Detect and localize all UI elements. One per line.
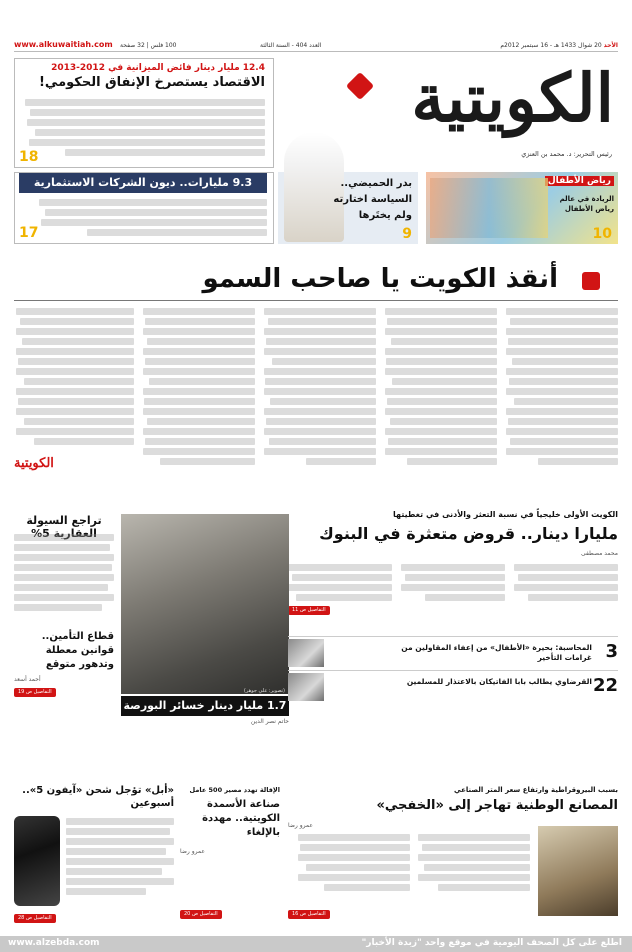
politics-title-3: ولم يختَرها	[358, 210, 412, 221]
insurance-headline: قطاع التأمين.. قوانين معطلة وتدهور متوقع	[41, 631, 114, 670]
petro-link[interactable]: التفاصيل ص 16	[288, 910, 330, 919]
surplus-sup: 12.4 مليار دينار فائض الميزانية في 2012-2013	[51, 63, 265, 73]
kids-box[interactable]	[426, 172, 618, 244]
politics-page-num: 9	[402, 226, 412, 242]
masthead-editor: رئيس التحرير: د. محمد بن العنزي	[521, 150, 612, 158]
prices: 100 فلس | 32 صفحة	[120, 42, 177, 49]
teaser-2-photo	[288, 673, 324, 701]
debts-title: 9.3 مليارات.. ديون الشركات الاستثمارية	[19, 173, 267, 193]
editorial-signature: الكويتية	[14, 456, 54, 471]
stock-photo	[121, 514, 289, 694]
apple-story[interactable]	[14, 784, 174, 934]
apple-body	[66, 816, 174, 916]
surplus-body	[21, 97, 265, 167]
loans-link[interactable]: التفاصيل ص 11	[288, 606, 330, 615]
politics-title-2: السياسة اختارته	[333, 194, 412, 205]
surplus-page-num: 18	[19, 149, 39, 165]
page-count: 32 صفحة	[120, 42, 145, 49]
masthead	[344, 58, 614, 168]
main-headline: أنقذ الكويت يا صاحب السمو	[202, 264, 558, 294]
teaser-2-num: 22	[592, 675, 618, 696]
insurance-story[interactable]	[14, 630, 114, 750]
date-greg: - 16 سبتمبر 2012م	[500, 42, 553, 49]
price-fils: 100 فلس	[150, 42, 177, 49]
footer-banner[interactable]	[0, 936, 632, 952]
loans-story[interactable]	[288, 510, 618, 630]
teaser-1-text: المحاسبة: بحيرة «الأطفال» من إعفاء المقاولين من غرامات التأخير	[401, 643, 592, 662]
headline-rule	[14, 300, 618, 301]
debts-body	[37, 197, 267, 241]
headline-marker-icon	[582, 272, 600, 290]
petro-photo	[538, 826, 618, 916]
debts-page-num: 17	[19, 225, 39, 241]
footer-text: اطلع على كل الصحف اليومية في موقع واحد "زبدة الأخبار"	[361, 938, 622, 948]
politician-photo	[284, 132, 344, 242]
petro-body	[290, 832, 530, 908]
teaser-1-photo	[288, 639, 324, 667]
teaser-1[interactable]	[288, 636, 618, 668]
stock-body	[14, 532, 114, 632]
iphone-photo	[14, 816, 60, 906]
stock-byline: حاتم نصر الدين	[250, 718, 289, 725]
industry-kicker: الإقالة تهدد مصير 500 عامل	[189, 786, 280, 794]
stock-photo-credit: (تصوير: علي جوهر)	[243, 688, 285, 694]
politics-title-1: بدر الحميضي..	[340, 178, 412, 189]
petro-byline: عمرو رضا	[288, 822, 313, 829]
main-headline-bar	[14, 262, 618, 302]
loans-headline: مليارا دينار.. قروض متعثرة في البنوك	[319, 524, 618, 543]
stock-kicker: تراجع السيولة العقارية 5%	[26, 514, 102, 540]
loans-body	[288, 562, 618, 612]
teaser-2-text: القرضاوي يطالب بابا الفاتيكان بالاعتذار للمسلمين	[406, 677, 592, 686]
kids-page-num: 10	[592, 226, 612, 242]
loans-byline: محمد مصطفى	[581, 550, 618, 557]
industry-headline: صناعة الأسمدة الكويتية.. مهددة بالإلغاء	[202, 799, 280, 838]
date-hijri: 20 شوال 1433 هـ	[554, 42, 602, 49]
headline-box-surplus[interactable]	[14, 58, 274, 168]
petro-headline: المصانع الوطنية تهاجر إلى «الخفجي»	[376, 798, 618, 813]
top-bar	[0, 0, 632, 52]
masthead-logo: الكويتية	[411, 59, 614, 137]
teaser-1-num: 3	[605, 641, 618, 662]
teaser-2[interactable]	[288, 670, 618, 702]
kids-photo	[430, 178, 548, 238]
insurance-link[interactable]: التفاصيل ص 19	[14, 688, 56, 697]
surplus-title: الاقتصاد يستصرخ الإنفاق الحكومي!	[38, 75, 265, 90]
petro-story[interactable]	[288, 786, 618, 926]
politics-box[interactable]	[278, 172, 418, 244]
issue-number: العدد 404 - السنة الثالثة	[260, 42, 322, 49]
loans-kicker: الكويت الأولى خليجياً في نسبة التعثر والأدنى في تغطيتها	[393, 510, 618, 519]
top-rule	[14, 51, 618, 52]
apple-headline: «أبل» تؤجل شحن «آيفون 5».. أسبوعين	[22, 785, 174, 809]
insurance-byline: أحمد أسعد	[14, 676, 41, 683]
editorial-body	[14, 306, 618, 476]
top-date	[500, 42, 618, 49]
industry-link[interactable]: التفاصيل ص 20	[180, 910, 222, 919]
petro-kicker: بسبب البيروقراطية وارتفاع سعر المتر الصناعي	[454, 786, 618, 794]
kids-title: رياض الأطفال	[545, 176, 614, 186]
website-link[interactable]: www.alkuwaitiah.com	[14, 40, 113, 49]
footer-site[interactable]: www.alzebda.com	[8, 938, 100, 948]
apple-link[interactable]: التفاصيل ص 28	[14, 914, 56, 923]
day: الأحد	[603, 42, 618, 49]
industry-story[interactable]	[180, 786, 280, 926]
headline-box-debts[interactable]	[14, 172, 274, 244]
logo-star-icon	[346, 72, 374, 100]
kids-caption: الريادة في عالم رياض الأطفال	[559, 195, 614, 213]
stock-caption: 1.7 مليار دينار خسائر البورصة	[121, 696, 289, 716]
industry-byline: عمرو رضا	[180, 848, 205, 855]
